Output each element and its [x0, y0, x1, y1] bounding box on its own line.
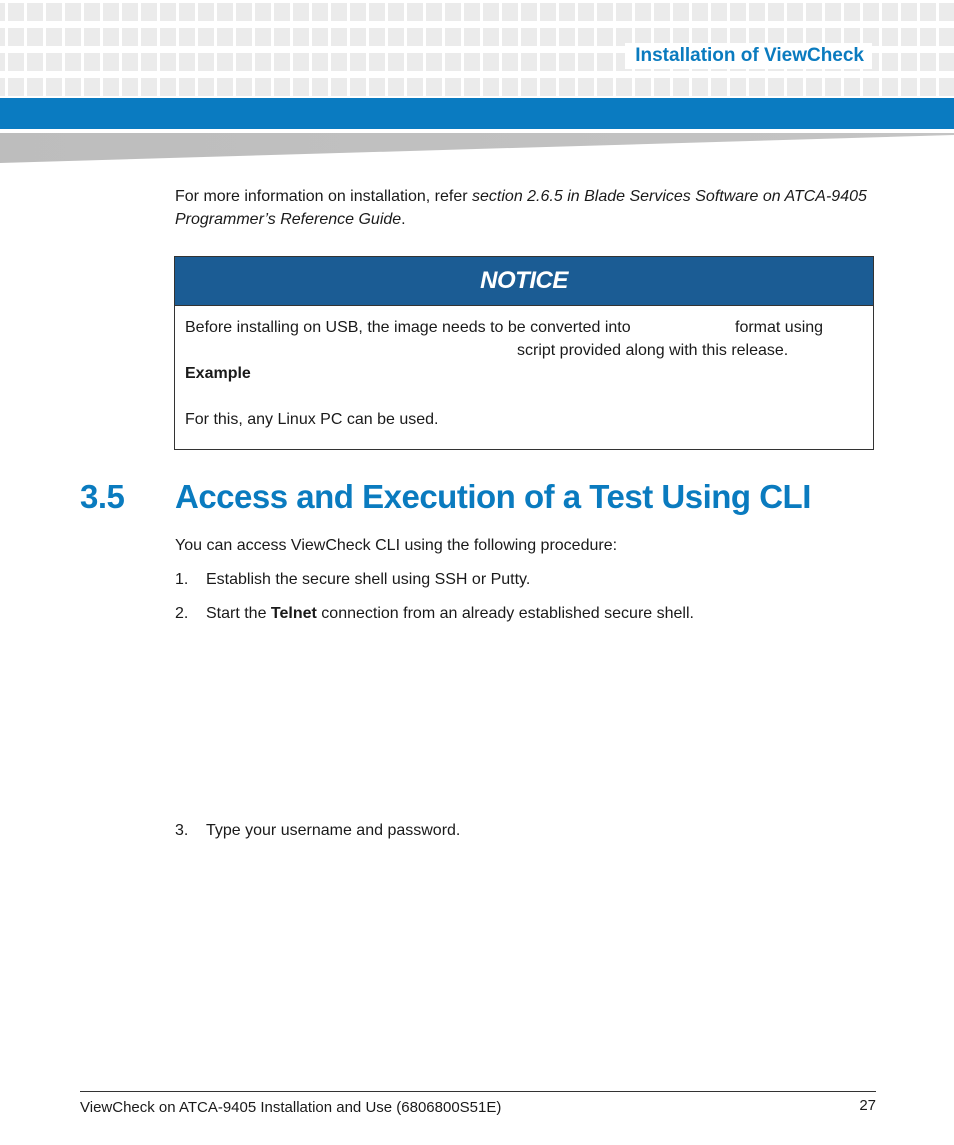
- step-bold-term: Telnet: [270, 605, 317, 622]
- footer-rule: [80, 1091, 876, 1092]
- step-3: [175, 819, 460, 842]
- step-text-end: connection from an already established secure shell.: [316, 605, 694, 622]
- footer-doc-title: ViewCheck on ATCA-9405 Installation and Use (6806800S51E): [80, 1099, 502, 1116]
- intro-paragraph: [175, 185, 895, 231]
- section-title: Access and Execution of a Test Using CLI: [175, 478, 811, 515]
- header-blue-band: [0, 98, 954, 129]
- step-number: 3.: [175, 822, 189, 839]
- notice-footnote: For this, any Linux PC can be used.: [185, 411, 439, 428]
- header-gray-band: [0, 133, 954, 163]
- notice-box: [174, 256, 874, 450]
- step-text: Start the: [206, 605, 271, 622]
- intro-period: .: [401, 211, 406, 228]
- step-text: Type your username and password.: [206, 822, 461, 839]
- step-number: 2.: [175, 605, 189, 622]
- section-lead: You can access ViewCheck CLI using the following procedure:: [175, 537, 618, 554]
- notice-line2: script provided along with this release.: [517, 342, 789, 359]
- step-text: Establish the secure shell using SSH or Putty.: [206, 571, 531, 588]
- intro-reference: section 2.6.5 in Blade Services Software on ATCA-9405 Programmer’s Reference Guide: [175, 188, 867, 228]
- footer-page-number: 27: [859, 1097, 876, 1114]
- step-number: 1.: [175, 571, 189, 588]
- section-heading: [80, 478, 811, 516]
- notice-title: NOTICE: [480, 267, 568, 294]
- step-2: [175, 602, 694, 625]
- running-header: Installation of ViewCheck: [625, 43, 872, 69]
- notice-line1-end: format using: [735, 319, 824, 336]
- intro-text: For more information on installation, refer: [175, 188, 473, 205]
- notice-line1: Before installing on USB, the image needs to be converted into: [185, 319, 631, 336]
- section-number: 3.5: [80, 478, 125, 515]
- step-1: [175, 568, 530, 591]
- notice-header: [175, 257, 873, 306]
- notice-example-label: Example: [185, 365, 251, 382]
